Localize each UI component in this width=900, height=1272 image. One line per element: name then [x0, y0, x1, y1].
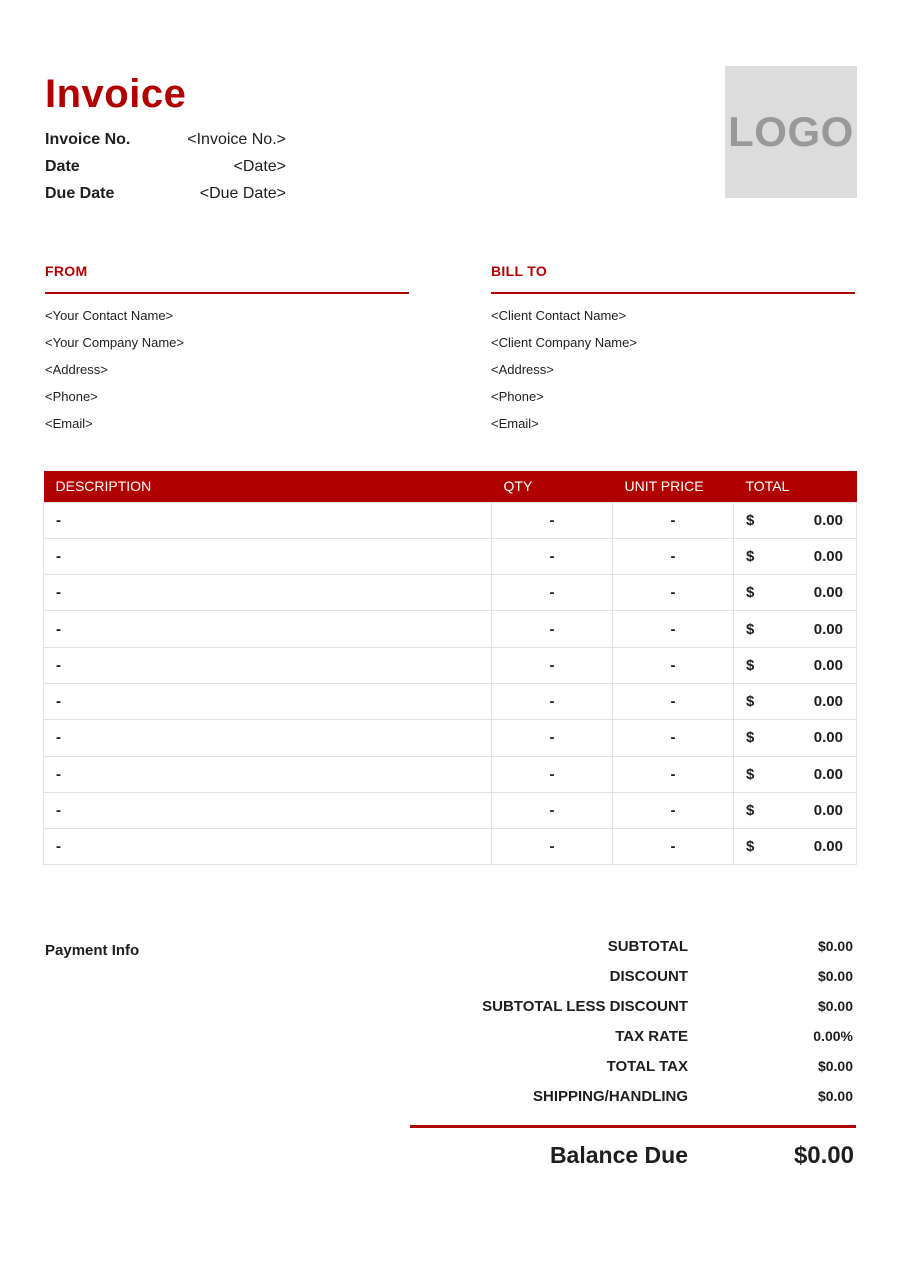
- table-row: [44, 611, 857, 647]
- balance-due-value: $0.00: [793, 1142, 854, 1169]
- subtotal-less-discount-row: [410, 998, 856, 1028]
- row-unit-price[interactable]: -: [613, 611, 734, 647]
- tax-rate-row: [410, 1028, 856, 1058]
- header-qty: QTY: [492, 471, 613, 502]
- bill-to-section: [491, 263, 855, 443]
- row-unit-price[interactable]: -: [613, 792, 734, 828]
- table-row: [44, 756, 857, 792]
- row-qty[interactable]: -: [492, 829, 613, 865]
- discount-label: DISCOUNT: [609, 968, 688, 985]
- totals-summary: [410, 938, 856, 1182]
- header-unit-price: UNIT PRICE: [613, 471, 734, 502]
- row-currency: $: [746, 765, 755, 783]
- subtotal-label: SUBTOTAL: [607, 938, 688, 955]
- row-total: 0.00: [813, 802, 843, 820]
- subtotal-row: [410, 938, 856, 968]
- row-total: 0.00: [813, 511, 843, 529]
- row-description[interactable]: -: [44, 538, 492, 574]
- row-total-cell: [734, 829, 857, 865]
- meta-row-date: [45, 157, 286, 184]
- row-currency: $: [746, 511, 755, 529]
- row-total: 0.00: [813, 729, 843, 747]
- row-total: 0.00: [813, 693, 843, 711]
- total-tax-row: [410, 1058, 856, 1088]
- subtotal-less-discount-label: SUBTOTAL LESS DISCOUNT: [482, 998, 688, 1015]
- row-qty[interactable]: -: [492, 683, 613, 719]
- row-currency: $: [746, 838, 755, 856]
- from-phone[interactable]: <Phone>: [45, 389, 98, 404]
- balance-due-label: Balance Due: [549, 1142, 688, 1168]
- row-total-cell: [734, 575, 857, 611]
- meta-row-invoice-no: [45, 130, 286, 157]
- table-header-row: [44, 471, 857, 502]
- discount-row: [410, 968, 856, 998]
- table-row: [44, 792, 857, 828]
- payment-info-label[interactable]: Payment Info: [45, 942, 140, 959]
- row-unit-price[interactable]: -: [613, 538, 734, 574]
- row-description[interactable]: -: [44, 792, 492, 828]
- row-description[interactable]: -: [44, 611, 492, 647]
- client-phone[interactable]: <Phone>: [491, 389, 544, 404]
- from-heading: FROM: [45, 263, 409, 294]
- row-unit-price[interactable]: -: [613, 756, 734, 792]
- client-company-name[interactable]: <Client Company Name>: [491, 335, 637, 350]
- table-row: [44, 538, 857, 574]
- logo-text: LOGO: [728, 108, 854, 155]
- subtotal-value: $0.00: [817, 938, 853, 954]
- tax-rate-value[interactable]: 0.00%: [813, 1028, 853, 1044]
- table-body: [44, 502, 857, 865]
- date-label: Date: [45, 158, 80, 175]
- row-qty[interactable]: -: [492, 756, 613, 792]
- row-total-cell: [734, 792, 857, 828]
- row-unit-price[interactable]: -: [613, 829, 734, 865]
- row-description[interactable]: -: [44, 720, 492, 756]
- from-section: [45, 263, 409, 443]
- subtotal-less-discount-value: $0.00: [817, 998, 853, 1014]
- table-row: [44, 647, 857, 683]
- row-total: 0.00: [813, 838, 843, 856]
- row-total: 0.00: [813, 547, 843, 565]
- tax-rate-label: TAX RATE: [615, 1028, 688, 1045]
- from-lines: [45, 294, 409, 443]
- balance-due-row: [410, 1142, 856, 1182]
- row-currency: $: [746, 620, 755, 638]
- row-currency: $: [746, 802, 755, 820]
- shipping-handling-label: SHIPPING/HANDLING: [532, 1088, 688, 1105]
- line-items-table: [43, 471, 857, 865]
- bill-to-lines: [491, 294, 855, 443]
- row-description[interactable]: -: [44, 647, 492, 683]
- row-unit-price[interactable]: -: [613, 683, 734, 719]
- row-unit-price[interactable]: -: [613, 502, 734, 538]
- invoice-no-value[interactable]: <Invoice No.>: [187, 131, 286, 148]
- row-total: 0.00: [813, 765, 843, 783]
- row-unit-price[interactable]: -: [613, 720, 734, 756]
- row-description[interactable]: -: [44, 756, 492, 792]
- shipping-handling-row: [410, 1088, 856, 1118]
- row-total-cell: [734, 647, 857, 683]
- from-contact-name[interactable]: <Your Contact Name>: [45, 308, 174, 323]
- table-row: [44, 720, 857, 756]
- date-value[interactable]: <Date>: [233, 158, 286, 175]
- row-currency: $: [746, 729, 755, 747]
- row-unit-price[interactable]: -: [613, 575, 734, 611]
- table-row: [44, 502, 857, 538]
- row-qty[interactable]: -: [492, 502, 613, 538]
- due-date-label: Due Date: [45, 185, 115, 202]
- total-tax-label: TOTAL TAX: [606, 1058, 688, 1075]
- invoice-title: Invoice: [45, 72, 187, 116]
- row-unit-price[interactable]: -: [613, 647, 734, 683]
- row-currency: $: [746, 693, 755, 711]
- table-row: [44, 575, 857, 611]
- balance-divider: [410, 1125, 856, 1128]
- header-total: TOTAL: [734, 471, 857, 502]
- client-contact-name[interactable]: <Client Contact Name>: [491, 308, 627, 323]
- row-total: 0.00: [813, 656, 843, 674]
- discount-value[interactable]: $0.00: [817, 968, 853, 984]
- from-address[interactable]: <Address>: [45, 362, 108, 377]
- row-qty[interactable]: -: [492, 647, 613, 683]
- row-description[interactable]: -: [44, 502, 492, 538]
- invoice-no-label: Invoice No.: [45, 131, 131, 148]
- row-qty[interactable]: -: [492, 792, 613, 828]
- bill-to-heading: BILL TO: [491, 263, 855, 294]
- invoice-meta: [45, 130, 286, 211]
- row-total-cell: [734, 502, 857, 538]
- row-qty[interactable]: -: [492, 538, 613, 574]
- row-qty[interactable]: -: [492, 575, 613, 611]
- row-qty[interactable]: -: [492, 611, 613, 647]
- from-email[interactable]: <Email>: [45, 416, 93, 431]
- row-description[interactable]: -: [44, 575, 492, 611]
- row-total-cell: [734, 720, 857, 756]
- meta-row-due-date: [45, 184, 286, 211]
- client-address[interactable]: <Address>: [491, 362, 554, 377]
- row-total-cell: [734, 756, 857, 792]
- shipping-handling-value[interactable]: $0.00: [817, 1088, 853, 1104]
- row-description[interactable]: -: [44, 683, 492, 719]
- row-total-cell: [734, 683, 857, 719]
- row-total: 0.00: [813, 620, 843, 638]
- table-row: [44, 683, 857, 719]
- row-currency: $: [746, 584, 755, 602]
- table-row: [44, 829, 857, 865]
- row-total-cell: [734, 538, 857, 574]
- total-tax-value: $0.00: [817, 1058, 853, 1074]
- logo-placeholder[interactable]: [725, 66, 857, 198]
- row-currency: $: [746, 547, 755, 565]
- client-email[interactable]: <Email>: [491, 416, 539, 431]
- header-description: DESCRIPTION: [44, 471, 492, 502]
- from-company-name[interactable]: <Your Company Name>: [45, 335, 184, 350]
- row-description[interactable]: -: [44, 829, 492, 865]
- row-qty[interactable]: -: [492, 720, 613, 756]
- row-currency: $: [746, 656, 755, 674]
- row-total-cell: [734, 611, 857, 647]
- due-date-value[interactable]: <Due Date>: [199, 185, 286, 202]
- row-total: 0.00: [813, 584, 843, 602]
